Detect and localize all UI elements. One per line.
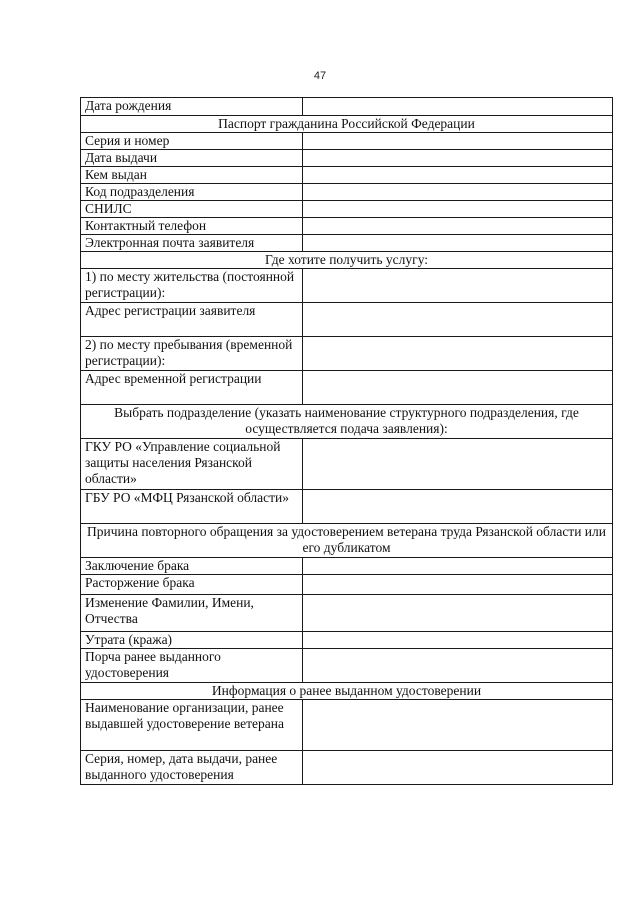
field-label: Кем выдан xyxy=(81,167,303,184)
field-value-cell[interactable] xyxy=(303,700,613,751)
section-header: Выбрать подразделение (указать наименование структурного подразделения, где осуществляется подача заявления): xyxy=(81,405,613,439)
section-header-row xyxy=(81,405,613,439)
section-header: Причина повторного обращения за удостоверением ветерана труда Рязанской области или его дубликатом xyxy=(81,524,613,558)
section-header: Паспорт гражданина Российской Федерации xyxy=(81,116,613,133)
field-value-cell[interactable] xyxy=(303,632,613,649)
field-value-cell[interactable] xyxy=(303,150,613,167)
form-field-row xyxy=(81,649,613,683)
field-value-cell[interactable] xyxy=(303,558,613,575)
form-field-row xyxy=(81,269,613,303)
field-value-cell[interactable] xyxy=(303,751,613,785)
field-value-cell[interactable] xyxy=(303,595,613,632)
field-label: Заключение брака xyxy=(81,558,303,575)
field-value-cell[interactable] xyxy=(303,439,613,490)
form-field-row xyxy=(81,201,613,218)
field-value-cell[interactable] xyxy=(303,98,613,116)
field-label: Утрата (кража) xyxy=(81,632,303,649)
field-value-cell[interactable] xyxy=(303,371,613,405)
section-header-row xyxy=(81,116,613,133)
field-value-cell[interactable] xyxy=(303,201,613,218)
form-field-row xyxy=(81,700,613,751)
field-label: Серия и номер xyxy=(81,133,303,150)
field-label: Серия, номер, дата выдачи, ранее выданного удостоверения xyxy=(81,751,303,785)
form-field-row xyxy=(81,184,613,201)
field-label: ГБУ РО «МФЦ Рязанской области» xyxy=(81,490,303,524)
field-value-cell[interactable] xyxy=(303,269,613,303)
form-field-row xyxy=(81,218,613,235)
form-field-row xyxy=(81,575,613,595)
field-value-cell[interactable] xyxy=(303,649,613,683)
form-field-row xyxy=(81,235,613,252)
field-label: Порча ранее выданного удостоверения xyxy=(81,649,303,683)
section-header: Где хотите получить услугу: xyxy=(81,252,613,269)
field-value-cell[interactable] xyxy=(303,575,613,595)
field-label: Дата рождения xyxy=(81,98,303,116)
field-label: Контактный телефон xyxy=(81,218,303,235)
field-label: 1) по месту жительства (постоянной регистрации): xyxy=(81,269,303,303)
field-label: ГКУ РО «Управление социальной защиты населения Рязанской области» xyxy=(81,439,303,490)
field-value-cell[interactable] xyxy=(303,303,613,337)
field-label: Наименование организации, ранее выдавшей удостоверение ветерана xyxy=(81,700,303,751)
field-label: Дата выдачи xyxy=(81,150,303,167)
form-field-row xyxy=(81,167,613,184)
field-label: Изменение Фамилии, Имени, Отчества xyxy=(81,595,303,632)
form-field-row xyxy=(81,337,613,371)
field-label: Адрес временной регистрации xyxy=(81,371,303,405)
form-body xyxy=(81,98,613,785)
field-value-cell[interactable] xyxy=(303,133,613,150)
form-field-row xyxy=(81,632,613,649)
page-number: 47 xyxy=(313,70,327,82)
field-label: Код подразделения xyxy=(81,184,303,201)
field-value-cell[interactable] xyxy=(303,490,613,524)
form-field-row xyxy=(81,150,613,167)
field-label: Электронная почта заявителя xyxy=(81,235,303,252)
form-field-row xyxy=(81,490,613,524)
field-label: 2) по месту пребывания (временной регистрации): xyxy=(81,337,303,371)
field-label: СНИЛС xyxy=(81,201,303,218)
field-value-cell[interactable] xyxy=(303,235,613,252)
form-field-row xyxy=(81,303,613,337)
field-value-cell[interactable] xyxy=(303,167,613,184)
field-value-cell[interactable] xyxy=(303,218,613,235)
form-field-row xyxy=(81,439,613,490)
field-value-cell[interactable] xyxy=(303,184,613,201)
form-field-row xyxy=(81,371,613,405)
section-header-row xyxy=(81,683,613,700)
section-header-row xyxy=(81,252,613,269)
form-field-row xyxy=(81,558,613,575)
section-header-row xyxy=(81,524,613,558)
form-field-row xyxy=(81,751,613,785)
form-field-row xyxy=(81,133,613,150)
form-field-row xyxy=(81,98,613,116)
field-label: Адрес регистрации заявителя xyxy=(81,303,303,337)
field-label: Расторжение брака xyxy=(81,575,303,595)
section-header: Информация о ранее выданном удостоверении xyxy=(81,683,613,700)
application-form-table xyxy=(80,97,613,785)
field-value-cell[interactable] xyxy=(303,337,613,371)
form-field-row xyxy=(81,595,613,632)
